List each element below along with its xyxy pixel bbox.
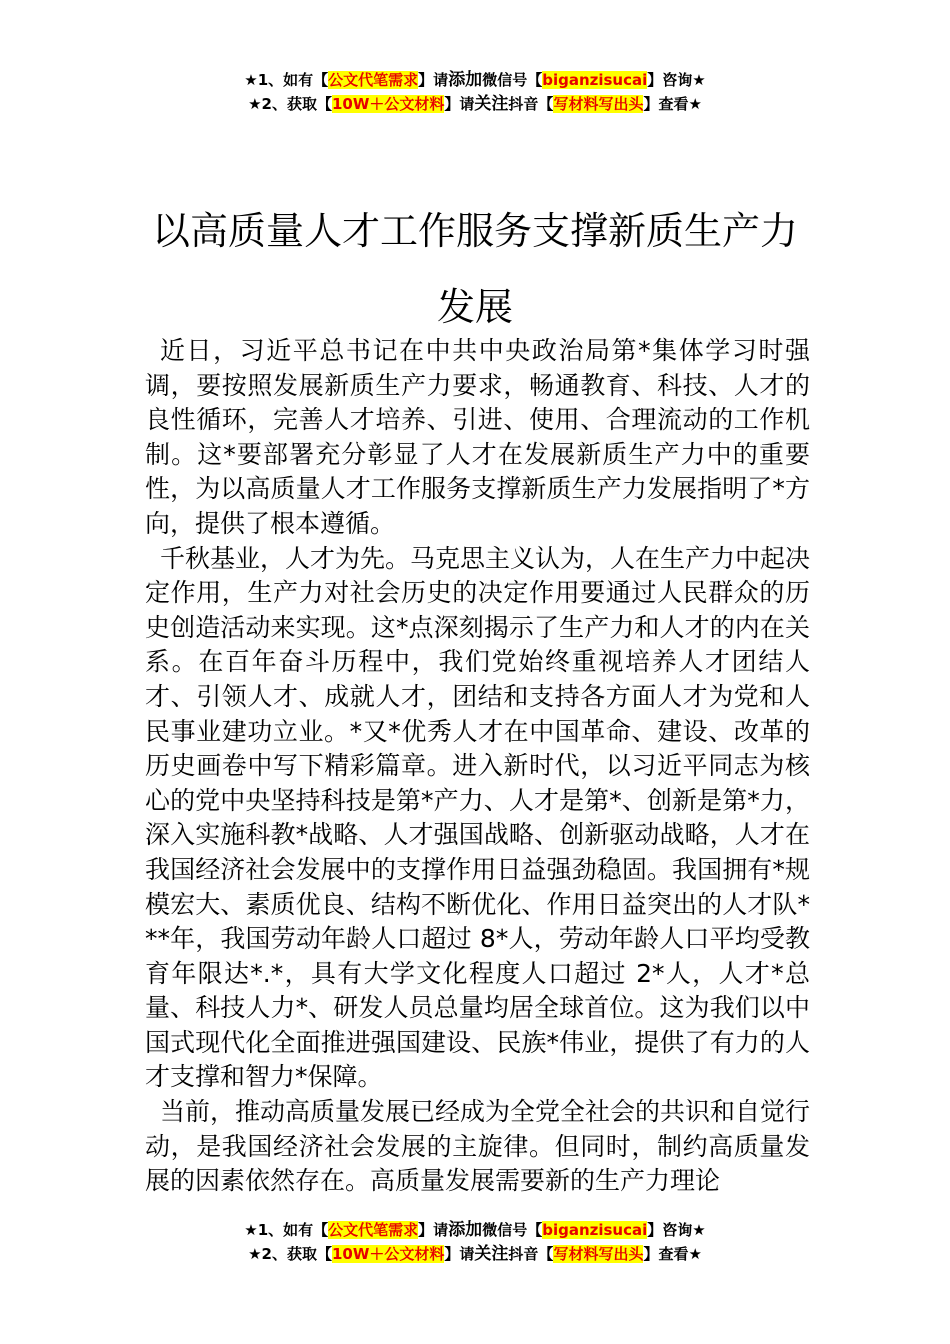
promo-text: ★1、如有【 [244,1221,329,1239]
promo-line-1 [0,68,950,92]
paragraph-3: 当前，推动高质量发展已经成为全党全社会的共识和自觉行动，是我国经济社会发展的主旋律。但同时，制约高质量发展的因素依然存在。高质量发展需要新的生产力理论 [145,1097,811,1196]
promo-douyin-id: 写材料写出头 [553,1245,644,1263]
promo-line-2 [0,1242,950,1266]
promo-text: 抖音【 [508,95,554,113]
promo-line-2 [0,92,950,116]
promo-emphasis: 关注 [474,94,509,114]
promo-text: 】查看★ [643,95,702,113]
paragraph-1: 近日，习近平总书记在中共中央政治局第*集体学习时强调，要按照发展新质生产力要求，畅通教育、科技、人才的良性循环，完善人才培养、引进、使用、合理流动的工作机制。这*要部署充分彰显了人才在发展新质生产力中的重要性，为以高质量人才工作服务支撑新质生产力发展指明了*方向，提供了根本遵循。 [145,336,810,538]
document-body [145,334,810,1199]
promo-text: ★1、如有【 [244,71,329,89]
bottom-promo-banner [0,1218,950,1266]
promo-text: 】请 [444,1245,475,1263]
promo-highlight: 10W＋公文材料 [331,1245,445,1263]
promo-text: 】请 [418,71,449,89]
promo-text: 】咨询★ [647,71,706,89]
promo-text: 】请 [418,1221,449,1239]
promo-wechat-id: biganzisucai [542,71,648,89]
promo-text: 】咨询★ [647,1221,706,1239]
paragraph-2: 千秋基业，人才为先。马克思主义认为，人在生产力中起决定作用，生产力对社会历史的决定作用要通过人民群众的历史创造活动来实现。这*点深刻揭示了生产力和人才的内在关系。在百年奋斗历程中，我们党始终重视培养人才团结人才、引领人才、成就人才，团结和支持各方面人才为党和人民事业建功立业。*又*优秀人才在中国革命、建设、改革的历史画卷中写下精彩篇章。进入新时代，以习近平同志为核心的党中央坚持科技是第*产力、人才是第*、创新是第*力，深入实施科教*战略、人才强国战略、创新驱动战略，人才在我国经济社会发展中的支撑作用日益强劲稳固。我国拥有*规模宏大、素质优良、结构不断优化、作用日益突出的人才队***年，我国劳动年龄人口超过 8*人，劳动年龄人口平均受教育年限达*.*，具有大学文化程度人口超过 2*人，人才*总量、科技人力*、研发人员总量均居全球首位。这为我们以中国式现代化全面推进强国建设、民族*伟业，提供了有力的人才支撑和智力*保障。 [145,543,811,1092]
promo-text: 微信号【 [482,1221,543,1239]
promo-wechat-id: biganzisucai [542,1221,648,1239]
promo-highlight: 10W＋公文材料 [331,95,445,113]
promo-douyin-id: 写材料写出头 [553,95,644,113]
promo-emphasis: 添加 [448,70,483,90]
promo-text: ★2、获取【 [248,95,332,113]
promo-text: 】请 [444,95,475,113]
promo-emphasis: 关注 [474,1244,509,1264]
top-promo-banner [0,68,950,116]
promo-text: 抖音【 [508,1245,554,1263]
promo-text: ★2、获取【 [248,1245,332,1263]
promo-highlight: 公文代笔需求 [328,71,419,89]
promo-emphasis: 添加 [448,1220,483,1240]
promo-text: 】查看★ [643,1245,702,1263]
document-title: 以高质量人才工作服务支撑新质生产力发展 [151,209,798,330]
promo-text: 微信号【 [482,71,543,89]
promo-line-1 [0,1218,950,1242]
promo-highlight: 公文代笔需求 [328,1221,419,1239]
